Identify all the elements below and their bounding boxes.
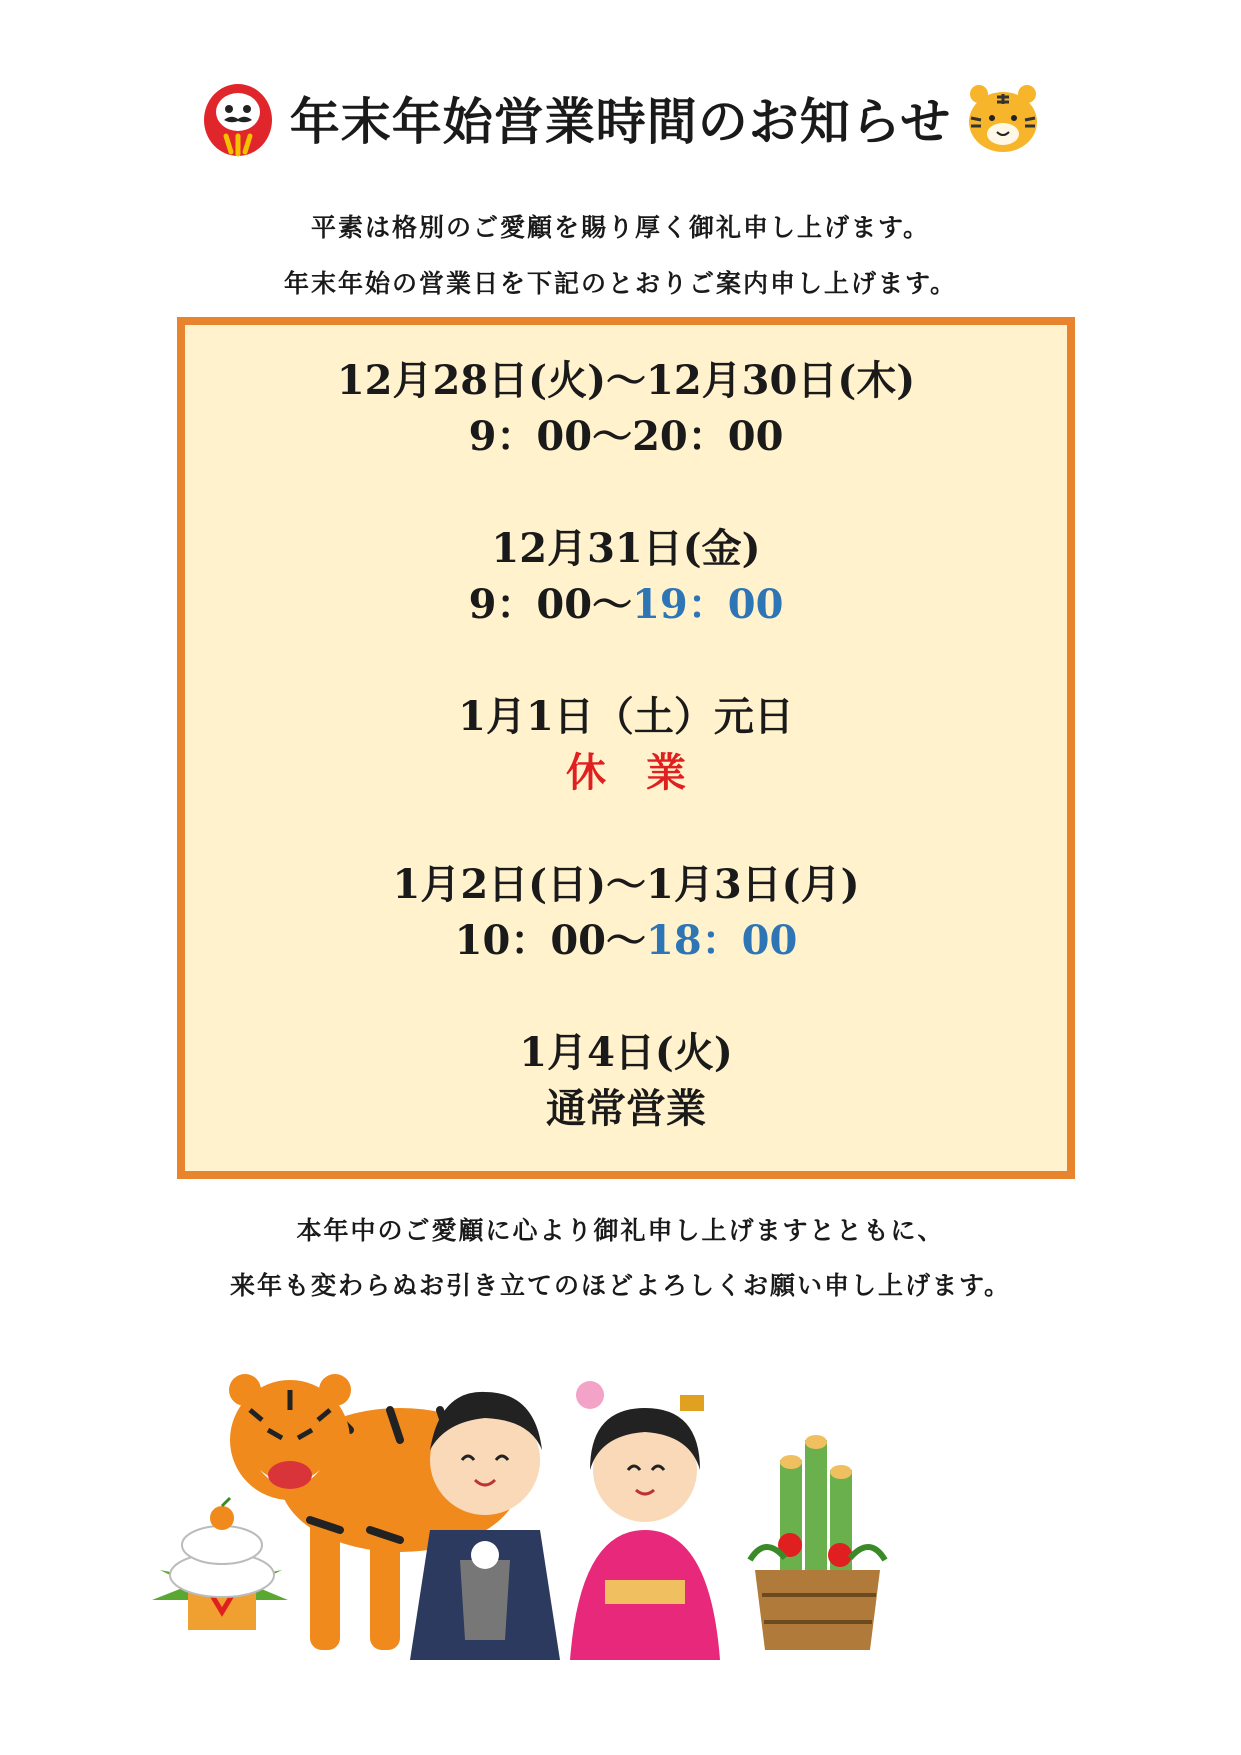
schedule-entry	[185, 1025, 1067, 1137]
new-year-illustration	[150, 1330, 1090, 1660]
schedule-entry	[185, 521, 1067, 633]
hours-end-changed: 19：00	[632, 581, 784, 628]
schedule-entry	[185, 689, 1067, 801]
schedule-date: 12月28日(火)～12月30日(木)	[336, 357, 916, 404]
closing-line-1: 本年中のご愛顧に心より御礼申し上げますとともに、	[296, 1216, 945, 1245]
daruma-icon	[198, 78, 278, 158]
hours-end-changed: 18：00	[646, 917, 798, 964]
closing-message	[0, 1203, 1241, 1313]
title-text: 年末年始営業時間のお知らせ	[289, 92, 952, 151]
intro-line-2: 年末年始の営業日を下記のとおりご案内申し上げます。	[283, 269, 957, 298]
schedule-date: 12月31日(金)	[491, 525, 761, 572]
girl-in-kimono-icon	[570, 1381, 720, 1660]
intro-line-1: 平素は格別のご愛顧を賜り厚く御礼申し上げます。	[310, 213, 930, 242]
kadomatsu-icon	[750, 1435, 885, 1650]
schedule-date: 1月1日（土）元日	[458, 693, 794, 740]
schedule-hours	[185, 577, 1067, 633]
schedule-hours: 9：00～20：00	[468, 413, 784, 460]
schedule-status: 通常営業	[546, 1085, 706, 1132]
schedule-entry	[185, 353, 1067, 465]
schedule-date: 1月2日(日)～1月3日(月)	[392, 861, 860, 908]
schedule-entry	[185, 857, 1067, 969]
closed-status: 休業	[566, 749, 726, 796]
hours-start: 10：00～	[454, 917, 646, 964]
closing-line-2: 来年も変わらぬお引き立てのほどよろしくお願い申し上げます。	[229, 1271, 1011, 1300]
schedule-date: 1月4日(火)	[519, 1029, 733, 1076]
schedule-box	[177, 317, 1075, 1179]
hours-start: 9：00～	[468, 581, 633, 628]
tiger-icon	[963, 78, 1043, 158]
kagami-mochi-icon	[152, 1498, 288, 1630]
page-title	[0, 78, 1241, 158]
schedule-hours	[185, 913, 1067, 969]
intro-message	[0, 200, 1241, 312]
